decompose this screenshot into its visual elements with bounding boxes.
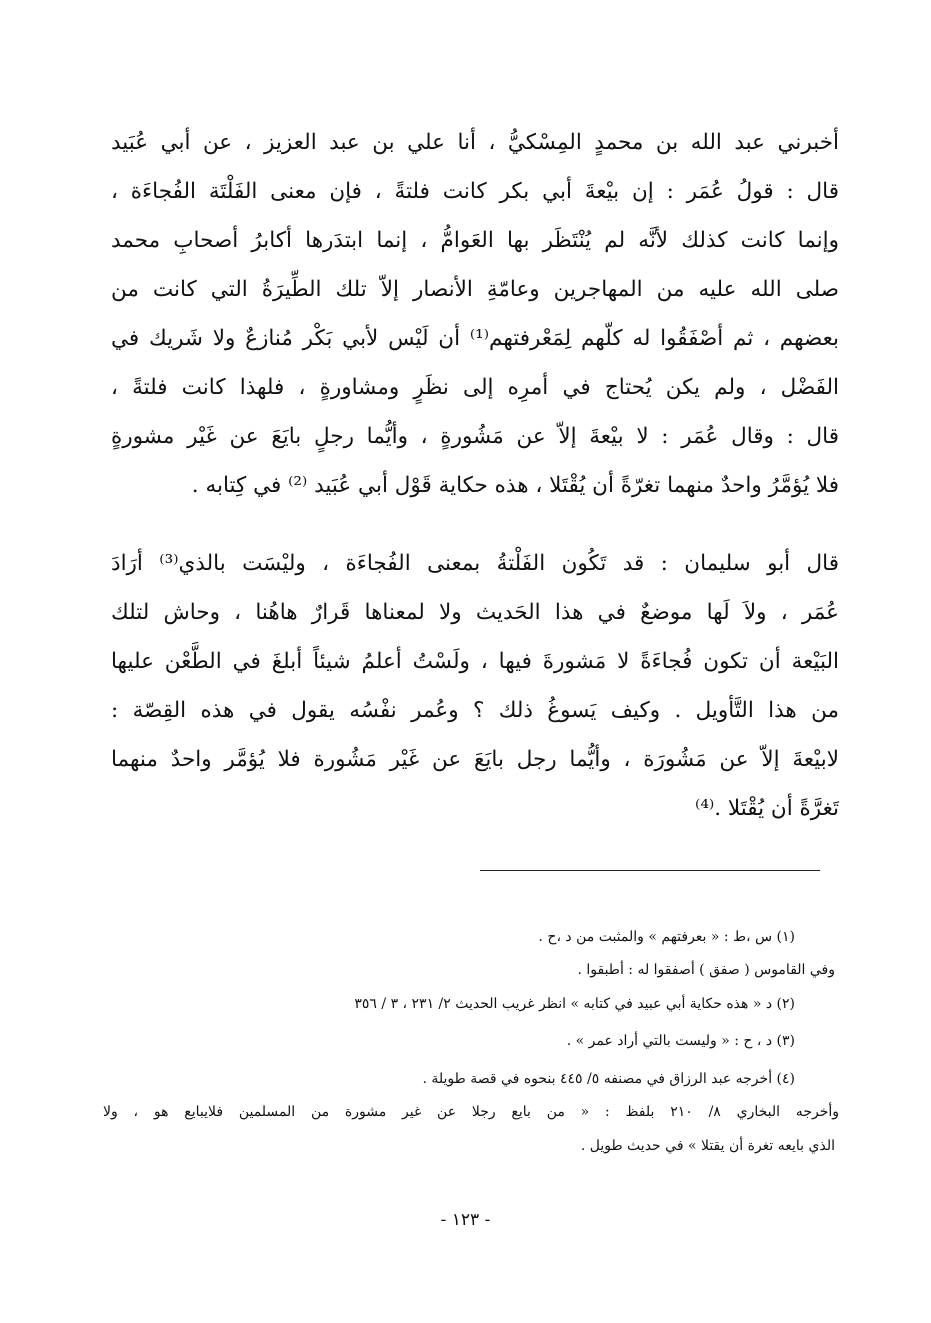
footnote-2: (٢) د « هذه حكاية أبي عبيد في كتابه » انظر غريب الحديث ٢/ ٢٣١ ، ٣ / ٣٥٦ (354, 996, 795, 1012)
footnote-1: (١) س ،ط : « بعرفتهم » والمثبت من د ،ح . (538, 929, 795, 945)
text-line: قال أبو سليمان : قد تَكُون الفَلْتةُ بمعنى الفُجاءَة ، وليْسَت بالذي⁽³⁾ أرَادَ (111, 551, 839, 576)
text-line: فلا يُؤمَّرُ واحدٌ منهما تغرّةً أن يُقْتَلا ، هذه حكاية قَوْل أبي عُبَيد ⁽²⁾ في كِتابه . (191, 473, 839, 498)
text-line: وإنما كانت كذلك لأنَّه لم يُنْتَظَر بها العَوامُّ ، إنما ابتدَرها أكابرُ أصحابِ محمد (111, 228, 839, 253)
text-line: البَيْعة أن تكون فُجاءَةً لا مَشورةَ فيها ، ولَسْتُ أعلمُ شيئاً أبلغَ في الطَّعْن عليها (111, 649, 839, 674)
text-line: بعضهم ، ثم أصْفَقُوا له كلّهم لِمَعْرفتهم⁽¹⁾ أن لَيْس لأبي بَكْر مُنازعٌ ولا شَريك في (111, 326, 840, 351)
text-line: الفَضْل ، ولم يكن يُحتاج في أمرِه إلى نظَرٍ ومشاورةٍ ، فلهذا كانت فلتةً ، (111, 375, 839, 400)
text-line: لابيْعةَ إلاّ عن مَشُورَة ، وأيُّما رجل بايَعَ عن غَيْر مَشُورة فلا يُؤمَّر واحدٌ منهما (111, 747, 839, 772)
text-line: عُمَر ، ولاَ لَها موضعٌ في هذا الحَديث ولا لمعناها قَرارٌ هاهُنا ، وحاش لتلك (111, 600, 839, 625)
footnote-1-continued: وفي القاموس ( صفق ) أصفقوا له : أطبقوا . (577, 962, 835, 978)
text-line: تَغرَّةً أن يُقْتَلا .⁽⁴⁾ (695, 796, 839, 821)
text-line: صلى الله عليه من المهاجرين وعامّةِ الأنصار إلاّ تلك الطِّيرَةُ التي كانت من (111, 277, 839, 302)
footnote-divider (480, 870, 820, 871)
page-number: - ١٢٣ - (440, 1210, 491, 1230)
text-line: أخبرني عبد الله بن محمدٍ المِسْكيُّ ، أنا علي بن عبد العزيز ، عن أبي عُبَيد (111, 130, 839, 155)
footnote-4-continued: الذي بايعه تغرة أن يقتلا » في حديث طويل . (580, 1138, 835, 1154)
footnote-3: (٣) د ، ح : « وليست بالتي أراد عمر » . (566, 1033, 795, 1049)
text-line: من هذا التَّأويل . وكيف يَسوغُ ذلك ؟ وعُمر نفْسُه يقول في هذه القِصّة : (111, 698, 839, 723)
footnote-4: (٤) أخرجه عبد الرزاق في مصنفه ٥/ ٤٤٥ بنحوه في قصة طويلة . (422, 1071, 795, 1087)
text-line: قال : وقال عُمَر : لا بيْعةَ إلاّ عن مَشُورةٍ ، وأيُّما رجلٍ بايَعَ عن غَيْر مشورةٍ (111, 424, 839, 449)
footnote-4-continued: وأخرجه البخاري ٨/ ٢١٠ بلفظ : « من بايع رجلا عن غير مشورة من المسلمين فلايبايع هو ، ولا (103, 1104, 839, 1120)
text-line: قال : قولُ عُمَر : إن بيْعةَ أبي بكر كانت فلتةً ، فإن معنى الفَلْتَة الفُجاءَة ، (111, 179, 839, 204)
